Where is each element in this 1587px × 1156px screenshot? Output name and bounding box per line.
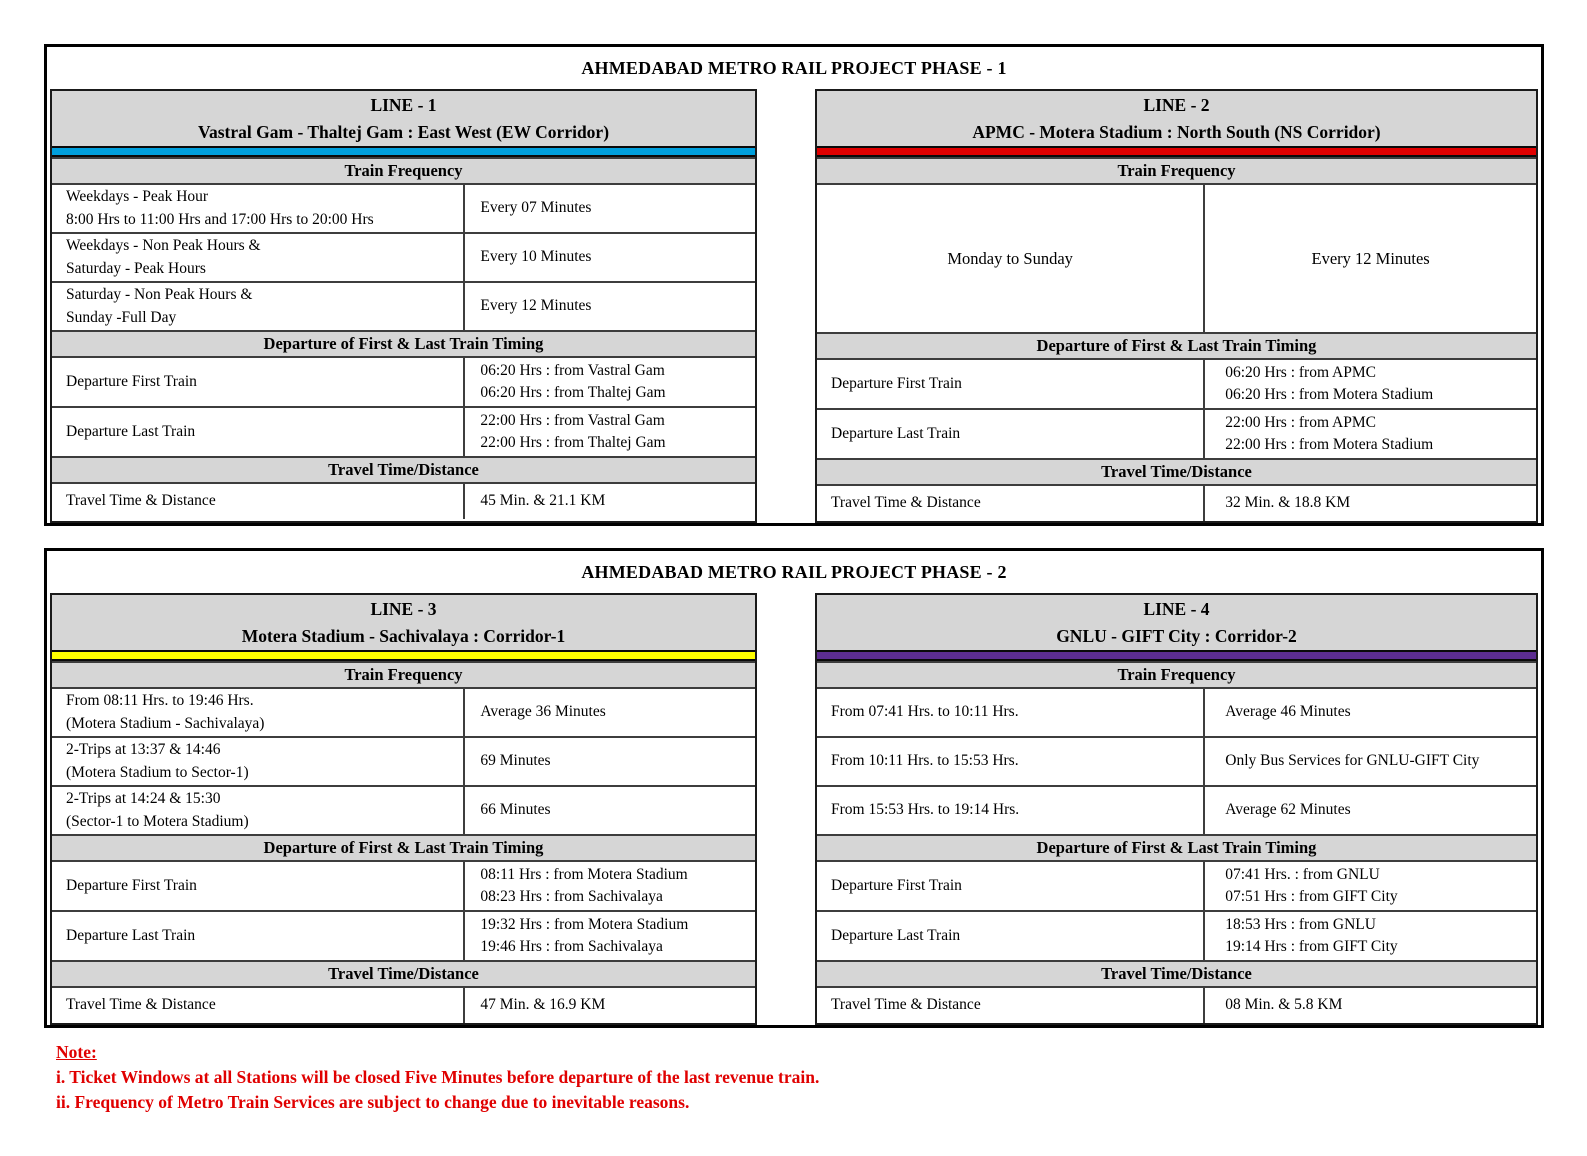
- frequency-value-cell: [1205, 185, 1536, 332]
- departure-value-cell: [1205, 410, 1536, 458]
- departure-label-cell: [817, 410, 1205, 458]
- note-item: ii. Frequency of Metro Train Services are subject to change due to inevitable reasons.: [56, 1091, 690, 1112]
- departure-label-cell: [52, 912, 465, 960]
- departure-value-line1: 06:20 Hrs : from APMC: [1225, 363, 1376, 381]
- line1-departure-header: Departure of First & Last Train Timing: [52, 330, 755, 356]
- table-row: [52, 736, 755, 785]
- departure-value-line2: 19:14 Hrs : from GIFT City: [1225, 938, 1398, 955]
- line4-header: [817, 595, 1536, 650]
- table-row: [817, 785, 1536, 834]
- departure-label: Departure Last Train: [831, 424, 961, 442]
- departure-value-cell: [465, 408, 755, 456]
- frequency-value-cell: [465, 283, 755, 330]
- departure-label-cell: [52, 358, 465, 406]
- travel-value: 32 Min. & 18.8 KM: [1225, 494, 1351, 512]
- frequency-label-cell: [52, 234, 465, 281]
- frequency-value: 69 Minutes: [480, 752, 551, 770]
- table-row: [817, 183, 1536, 332]
- line1-travel-header: Travel Time/Distance: [52, 456, 755, 482]
- departure-value-cell: [465, 358, 755, 406]
- frequency-label-line1: Saturday - Non Peak Hours &: [66, 286, 253, 304]
- frequency-label-line2: (Sector-1 to Motera Stadium): [66, 812, 249, 830]
- departure-label-cell: [52, 862, 465, 910]
- line3-header: [52, 595, 755, 650]
- table-row: [817, 687, 1536, 736]
- frequency-label: From 15:53 Hrs. to 19:14 Hrs.: [831, 801, 1020, 819]
- frequency-label-line1: 2-Trips at 14:24 & 15:30: [66, 790, 221, 808]
- frequency-value-cell: [465, 234, 755, 281]
- line2-travel-header: Travel Time/Distance: [817, 458, 1536, 484]
- departure-value-line2: 19:46 Hrs : from Sachivalaya: [480, 938, 663, 955]
- frequency-value-cell: [465, 738, 755, 785]
- table-row: [817, 986, 1536, 1023]
- departure-value-line2: 07:51 Hrs : from GIFT City: [1225, 888, 1398, 905]
- table-row: [52, 406, 755, 456]
- line4-frequency-header: Train Frequency: [817, 661, 1536, 687]
- frequency-label-cell: [52, 185, 465, 232]
- departure-label: Departure Last Train: [831, 926, 961, 944]
- frequency-label-cell: [52, 787, 465, 834]
- line1-route: Vastral Gam - Thaltej Gam : East West (EW Corridor): [197, 121, 610, 142]
- frequency-label-line1: 2-Trips at 13:37 & 14:46: [66, 741, 221, 759]
- line3-departure-header: Departure of First & Last Train Timing: [52, 834, 755, 860]
- departure-value-cell: [1205, 912, 1536, 960]
- line2-frequency-header: Train Frequency: [817, 157, 1536, 183]
- departure-value-line2: 06:20 Hrs : from Thaltej Gam: [480, 384, 666, 401]
- line4-departure-header: Departure of First & Last Train Timing: [817, 834, 1536, 860]
- phase1-title: AHMEDABAD METRO RAIL PROJECT PHASE - 1: [581, 57, 1007, 78]
- travel-label-cell: [817, 988, 1205, 1023]
- travel-value-cell: [465, 988, 755, 1023]
- departure-value-line1: 19:32 Hrs : from Motera Stadium: [480, 915, 689, 933]
- frequency-value-cell: [1205, 787, 1536, 834]
- frequency-value: Average 62 Minutes: [1225, 801, 1351, 819]
- departure-value-line1: 07:41 Hrs. : from GNLU: [1225, 865, 1380, 883]
- line4-travel-header: Travel Time/Distance: [817, 960, 1536, 986]
- departure-value-line2: 08:23 Hrs : from Sachivalaya: [480, 888, 663, 905]
- phase2-table: [44, 548, 1544, 1028]
- departure-value-line2: 22:00 Hrs : from Thaltej Gam: [480, 434, 666, 451]
- travel-value: 08 Min. & 5.8 KM: [1225, 996, 1343, 1014]
- frequency-value: Average 36 Minutes: [480, 703, 606, 721]
- table-row: [52, 785, 755, 834]
- departure-label-cell: [52, 408, 465, 456]
- line3-name: LINE - 3: [370, 599, 437, 620]
- table-row: [817, 910, 1536, 960]
- frequency-label-cell: [817, 185, 1205, 332]
- frequency-label-line1: Weekdays - Non Peak Hours &: [66, 237, 261, 255]
- departure-label-cell: [817, 862, 1205, 910]
- departure-value-line1: 22:00 Hrs : from APMC: [1225, 413, 1376, 431]
- line3-subtable: [50, 593, 757, 1025]
- frequency-value: Average 46 Minutes: [1225, 703, 1351, 721]
- table-row: [52, 281, 755, 330]
- line4-subtable: [815, 593, 1538, 1025]
- table-row: [52, 232, 755, 281]
- frequency-label-cell: [817, 787, 1205, 834]
- frequency-value-cell: [1205, 689, 1536, 736]
- line2-route: APMC - Motera Stadium : North South (NS Corridor): [972, 121, 1381, 142]
- phase1-table: [44, 44, 1544, 526]
- line4-color-bar: [817, 650, 1536, 661]
- phase2-body: [47, 593, 1541, 1025]
- line3-travel-header: Travel Time/Distance: [52, 960, 755, 986]
- table-row: [817, 358, 1536, 408]
- table-row: [52, 860, 755, 910]
- table-row: [817, 408, 1536, 458]
- frequency-value: Only Bus Services for GNLU-GIFT City: [1225, 752, 1480, 770]
- departure-label-cell: [817, 360, 1205, 408]
- frequency-label-line1: From 08:11 Hrs. to 19:46 Hrs.: [66, 692, 254, 710]
- frequency-label-cell: [52, 738, 465, 785]
- table-row: [52, 356, 755, 406]
- travel-label: Travel Time & Distance: [831, 996, 981, 1014]
- note-title: Note:: [56, 1042, 97, 1062]
- phase1-body: [47, 89, 1541, 523]
- line1-subtable: [50, 89, 757, 523]
- travel-value: 47 Min. & 16.9 KM: [480, 996, 606, 1014]
- table-row: [817, 860, 1536, 910]
- frequency-label-line2: Saturday - Peak Hours: [66, 259, 206, 277]
- departure-value-line2: 06:20 Hrs : from Motera Stadium: [1225, 386, 1434, 403]
- frequency-label-line2: 8:00 Hrs to 11:00 Hrs and 17:00 Hrs to 20:00 Hrs: [66, 210, 374, 228]
- line1-name: LINE - 1: [370, 95, 437, 116]
- table-row: [52, 183, 755, 232]
- line2-departure-header: Departure of First & Last Train Timing: [817, 332, 1536, 358]
- departure-label-cell: [817, 912, 1205, 960]
- travel-value-cell: [1205, 486, 1536, 521]
- frequency-value-cell: [465, 787, 755, 834]
- departure-label: Departure First Train: [831, 374, 962, 392]
- departure-value-cell: [465, 912, 755, 960]
- line2-name: LINE - 2: [1143, 95, 1210, 116]
- frequency-label-line1: Weekdays - Peak Hour: [66, 188, 209, 206]
- travel-label: Travel Time & Distance: [831, 494, 981, 512]
- frequency-value: Every 07 Minutes: [480, 199, 592, 217]
- phase2-title: AHMEDABAD METRO RAIL PROJECT PHASE - 2: [581, 561, 1007, 582]
- departure-label: Departure First Train: [66, 372, 197, 390]
- line3-frequency-header: Train Frequency: [52, 661, 755, 687]
- departure-value-cell: [1205, 862, 1536, 910]
- table-row: [52, 687, 755, 736]
- line4-name: LINE - 4: [1143, 599, 1210, 620]
- departure-label: Departure Last Train: [66, 422, 196, 440]
- line4-route: GNLU - GIFT City : Corridor-2: [1056, 625, 1297, 646]
- frequency-value-cell: [1205, 738, 1536, 785]
- frequency-label: Monday to Sunday: [947, 248, 1073, 268]
- frequency-value-cell: [465, 185, 755, 232]
- frequency-label: From 10:11 Hrs. to 15:53 Hrs.: [831, 752, 1019, 770]
- frequency-label-line2: Sunday -Full Day: [66, 308, 177, 326]
- frequency-label-cell: [52, 689, 465, 736]
- line1-frequency-header: Train Frequency: [52, 157, 755, 183]
- line2-header: [817, 91, 1536, 146]
- departure-label: Departure First Train: [831, 876, 962, 894]
- travel-label-cell: [817, 486, 1205, 521]
- line1-color-bar: [52, 146, 755, 157]
- note-block: [56, 1040, 819, 1115]
- note-item: i. Ticket Windows at all Stations will be closed Five Minutes before departure of the last revenue train.: [56, 1066, 820, 1087]
- line2-color-bar: [817, 146, 1536, 157]
- departure-value-line1: 22:00 Hrs : from Vastral Gam: [480, 411, 665, 429]
- departure-value-line2: 22:00 Hrs : from Motera Stadium: [1225, 436, 1434, 453]
- frequency-label-line2: (Motera Stadium - Sachivalaya): [66, 714, 265, 732]
- travel-label-cell: [52, 988, 465, 1023]
- frequency-label-cell: [52, 283, 465, 330]
- line3-route: Motera Stadium - Sachivalaya : Corridor-1: [241, 625, 566, 646]
- frequency-value: Every 10 Minutes: [480, 248, 592, 266]
- departure-value-line1: 08:11 Hrs : from Motera Stadium: [480, 865, 688, 883]
- line2-subtable: [815, 89, 1538, 523]
- travel-value: 45 Min. & 21.1 KM: [480, 492, 606, 510]
- departure-value-cell: [1205, 360, 1536, 408]
- frequency-label-cell: [817, 738, 1205, 785]
- frequency-value: Every 12 Minutes: [480, 297, 592, 315]
- frequency-label-line2: (Motera Stadium to Sector-1): [66, 763, 249, 781]
- frequency-label-cell: [817, 689, 1205, 736]
- frequency-value: 66 Minutes: [480, 801, 551, 819]
- table-row: [52, 482, 755, 519]
- departure-value-cell: [465, 862, 755, 910]
- line3-color-bar: [52, 650, 755, 661]
- table-row: [52, 910, 755, 960]
- line1-header: [52, 91, 755, 146]
- travel-label: Travel Time & Distance: [66, 996, 216, 1014]
- frequency-value-cell: [465, 689, 755, 736]
- travel-value-cell: [465, 484, 755, 519]
- table-row: [817, 736, 1536, 785]
- departure-label: Departure First Train: [66, 876, 197, 894]
- departure-value-line1: 06:20 Hrs : from Vastral Gam: [480, 361, 665, 379]
- departure-label: Departure Last Train: [66, 926, 196, 944]
- travel-label-cell: [52, 484, 465, 519]
- frequency-label: From 07:41 Hrs. to 10:11 Hrs.: [831, 703, 1019, 721]
- frequency-value: Every 12 Minutes: [1311, 248, 1430, 268]
- travel-label: Travel Time & Distance: [66, 492, 216, 510]
- table-row: [817, 484, 1536, 521]
- table-row: [52, 986, 755, 1023]
- departure-value-line1: 18:53 Hrs : from GNLU: [1225, 915, 1376, 933]
- travel-value-cell: [1205, 988, 1536, 1023]
